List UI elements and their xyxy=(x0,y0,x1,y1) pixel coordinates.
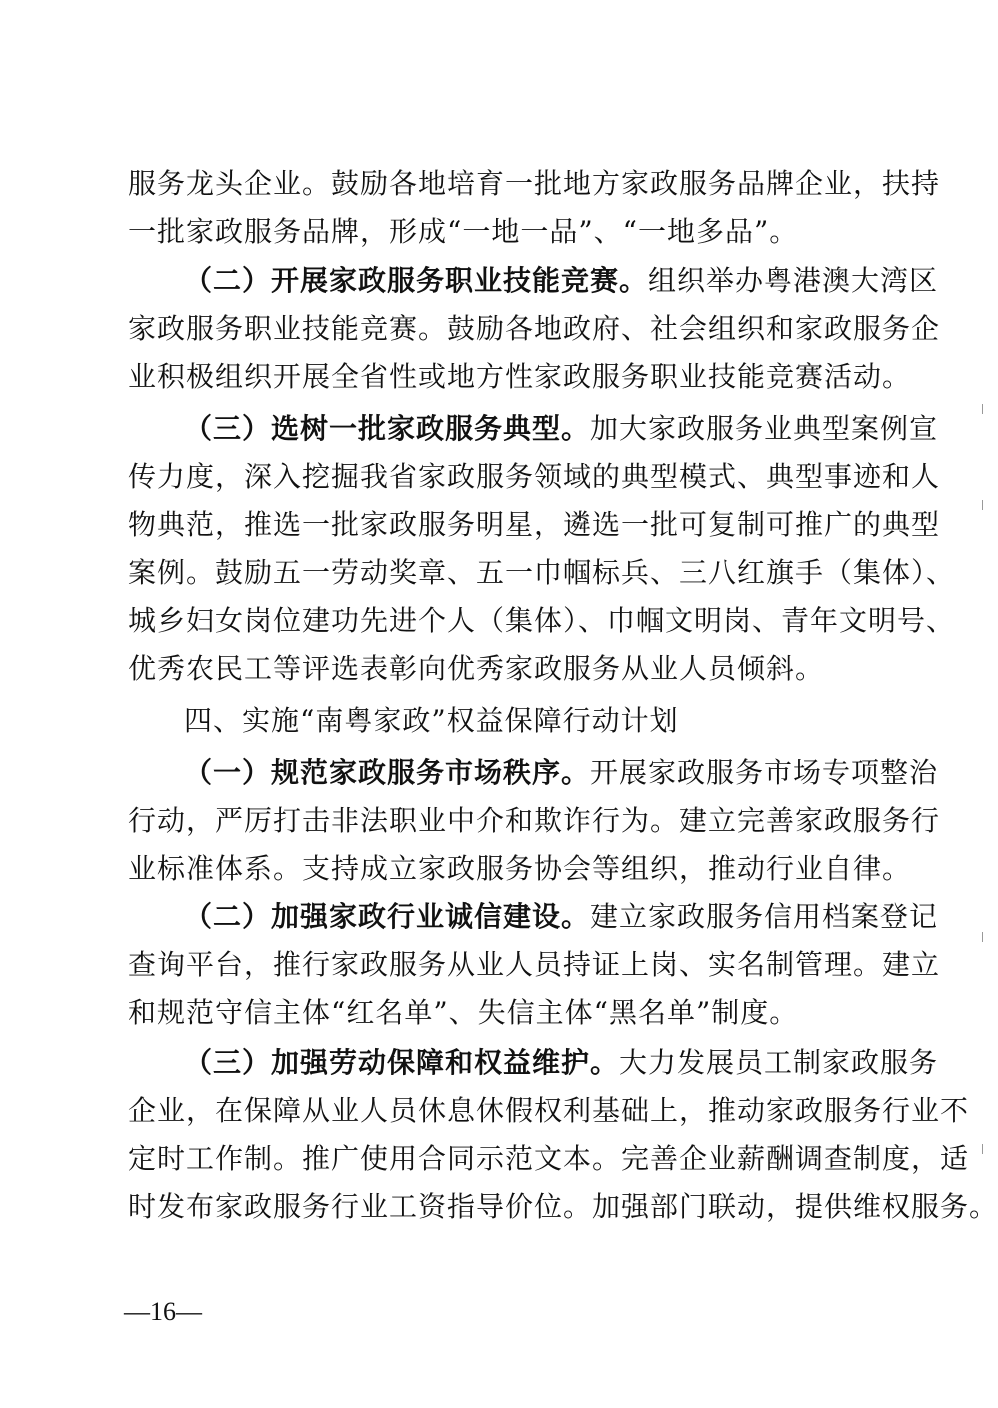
text-segment: 传力度，深入挖掘我省家政服务领域的典型模式、典型事迹和人 xyxy=(128,460,941,493)
text-line xyxy=(128,645,864,693)
text-segment: 加大家政服务业典型案例宣 xyxy=(590,412,939,445)
text-segment: 和规范守信主体“红名单”、失信主体“黑名单”制度。 xyxy=(128,996,799,1029)
text-line xyxy=(184,405,939,453)
text-segment: 大力发展员工制家政服务 xyxy=(619,1046,939,1079)
subsection-heading: （三）加强劳动保障和权益维护。 xyxy=(184,1046,620,1079)
text-segment: 四、实施“南粤家政”权益保障行动计划 xyxy=(184,704,679,737)
text-segment: 业积极组织开展全省性或地方性家政服务职业技能竞赛活动。 xyxy=(128,360,912,393)
text-line xyxy=(128,941,941,989)
text-line xyxy=(128,797,941,845)
section-heading xyxy=(184,697,864,745)
text-line xyxy=(128,989,864,1037)
text-segment: 业标准体系。支持成立家政服务协会等组织，推动行业自律。 xyxy=(128,852,912,885)
text-line xyxy=(128,501,941,549)
text-segment: 案例。鼓励五一劳动奖章、五一巾帼标兵、三八红旗手（集体）、 xyxy=(128,556,956,589)
text-line xyxy=(128,1135,970,1183)
text-line xyxy=(128,1183,998,1231)
margin-mark xyxy=(982,404,987,414)
text-segment: 定时工作制。推广使用合同示范文本。完善企业薪酬调查制度，适 xyxy=(128,1142,970,1175)
text-segment: 家政服务职业技能竞赛。鼓励各地政府、社会组织和家政服务企 xyxy=(128,312,941,345)
text-line xyxy=(128,208,864,256)
text-line xyxy=(184,749,939,797)
text-line xyxy=(184,893,939,941)
text-line xyxy=(128,160,941,208)
text-segment: 企业，在保障从业人员休息休假权利基础上，推动家政服务行业不 xyxy=(128,1094,970,1127)
text-segment: 物典范，推选一批家政服务明星，遴选一批可复制可推广的典型 xyxy=(128,508,941,541)
text-segment: 行动，严厉打击非法职业中介和欺诈行为。建立完善家政服务行 xyxy=(128,804,941,837)
page-number: —16— xyxy=(124,1297,202,1326)
subsection-heading: （一）规范家政服务市场秩序。 xyxy=(184,756,591,789)
text-line xyxy=(184,1039,939,1087)
text-segment: 一批家政服务品牌，形成“一地一品”、“一地多品”。 xyxy=(128,215,799,248)
margin-mark xyxy=(982,500,987,510)
subsection-heading: （二）加强家政行业诚信建设。 xyxy=(184,900,591,933)
margin-mark xyxy=(982,932,987,942)
subsection-heading: （三）选树一批家政服务典型。 xyxy=(184,412,591,445)
text-line xyxy=(128,353,912,401)
text-line xyxy=(184,257,939,305)
text-segment: 优秀农民工等评选表彰向优秀家政服务从业人员倾斜。 xyxy=(128,652,825,685)
text-segment: 组织举办粤港澳大湾区 xyxy=(648,264,939,297)
text-line xyxy=(128,597,956,645)
text-segment: 城乡妇女岗位建功先进个人（集体）、巾帼文明岗、青年文明号、 xyxy=(128,604,956,637)
text-segment: 建立家政服务信用档案登记 xyxy=(590,900,939,933)
text-line xyxy=(128,305,941,353)
text-segment: 时发布家政服务行业工资指导价位。加强部门联动，提供维权服务。 xyxy=(128,1190,998,1223)
text-line xyxy=(128,453,941,501)
text-segment: 查询平台，推行家政服务从业人员持证上岗、实名制管理。建立 xyxy=(128,948,941,981)
text-line xyxy=(128,549,956,597)
text-line xyxy=(128,1087,970,1135)
subsection-heading: （二）开展家政服务职业技能竞赛。 xyxy=(184,264,649,297)
text-segment: 服务龙头企业。鼓励各地培育一批地方家政服务品牌企业，扶持 xyxy=(128,167,941,200)
text-line xyxy=(128,845,912,893)
margin-mark xyxy=(982,1144,987,1154)
text-segment: 开展家政服务市场专项整治 xyxy=(590,756,939,789)
